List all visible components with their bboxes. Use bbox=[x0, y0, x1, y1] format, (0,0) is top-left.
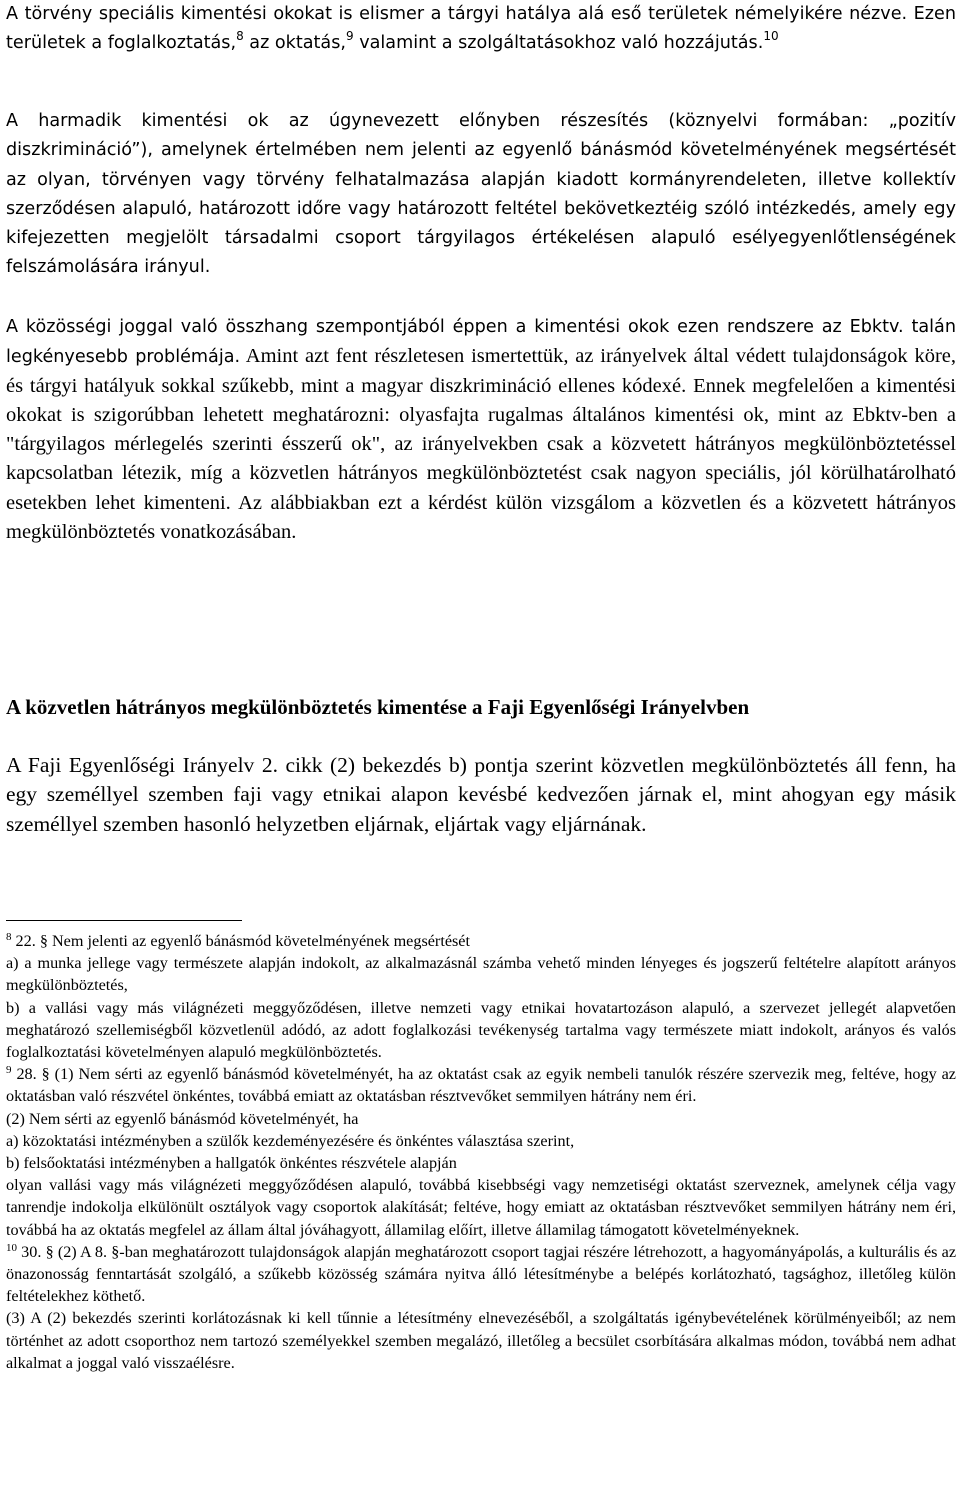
footnote-9-line: olyan vallási vagy más világnézeti meggyőződésen alapuló, továbbá kisebbségi vagy nemzetiségi oktatást szerveznek, amelynek célja vagy tanrendje indokolja elkülönült osztályok vagy csoportok alakítását; feltéve, hogy emiatt az oktatásban résztvevőket semmilyen hátrány nem éri, továbbá ha az oktatás megfelel az állam által jóváhagyott, államilag előírt, illetve államilag támogatott követelményeknek. bbox=[6, 1176, 956, 1239]
footnote-9-line: $^9$ 28. § (1) Nem sérti az egyenlő bánásmód követelményét, ha az oktatást csak az egyik nembeli tanulók részére szervezik meg, feltéve, hogy az oktatásban való részvétel önkéntes, továbbá emiatt az oktatásban résztvevőket semmilyen hátrány nem éri. bbox=[6, 1064, 956, 1106]
footnote-ref-10[interactable]: 10 bbox=[763, 29, 779, 43]
paragraph-eu-law bbox=[6, 312, 956, 547]
paragraph-third-ground: A harmadik kimentési ok az úgynevezett előnyben részesítés (köznyelvi formában: „pozitív diszkrimináció”), amelynek értelmében nem jelenti az egyenlő bánásmód követelményének megsértését az olyan, törvényen vagy törvény felhatalmazása alapján kiadott kormányrendeleten, illetve kollektív szerződésen alapuló, határozott időre vagy határozott feltétel bekövetkeztéig szóló intézkedés, amely egy kifejezetten megjelölt társadalmi csoport tárgyilagos értékelésen alapuló esélyegyenlőtlenségének felszámolására irányul. bbox=[6, 111, 956, 278]
intro-text-3: valamint a szolgáltatásokhoz való hozzájutás. bbox=[353, 33, 764, 53]
footnote-9 bbox=[6, 1063, 956, 1241]
footnote-divider bbox=[6, 920, 242, 921]
footnotes bbox=[6, 930, 956, 1374]
footnote-8-line: $^8$ 22. § Nem jelenti az egyenlő bánásmód követelményének megsértését bbox=[6, 931, 470, 950]
footnote-ref-8[interactable]: 8 bbox=[236, 29, 244, 43]
paragraph-eu-law-sans-part: A közösségi joggal való összhang szempontjából éppen a kimentési okok ezen rendszere az Ebktv. talán legkényesebb problémája. bbox=[6, 317, 956, 368]
footnote-8-line: b) a vallási vagy más világnézeti meggyőződésen, illetve nemzeti vagy etnikai hovatartozáson alapuló, a szervezet jellegét alapvetően meghatározó szellemiségből közvetlenül adódó, az adott foglalkozási tevékenység tartalma vagy természete miatt indokolt, arányos és valós foglalkoztatási követelményen alapuló megkülönböztetés. bbox=[6, 998, 956, 1062]
footnote-8-number: 8 bbox=[6, 931, 12, 943]
footnote-8 bbox=[6, 930, 956, 1063]
footnote-8-line: a) a munka jellege vagy természete alapján indokolt, az alkalmazásnál számba vehető minden lényeges és jogszerű feltételre alapított arányos megkülönböztetés, bbox=[6, 954, 956, 995]
intro-text-2: az oktatás, bbox=[243, 33, 346, 53]
footnote-9-line: b) felsőoktatási intézményben a hallgatók önkéntes részvétele alapján bbox=[6, 1154, 457, 1173]
footnote-9-line: (2) Nem sérti az egyenlő bánásmód követelményét, ha bbox=[6, 1109, 359, 1128]
footnote-10-line: $^{10}$ 30. § (2) A 8. §-ban meghatározott tulajdonságok alapján meghatározott csoport tagjai részére létrehozott, a hagyományápolás, a kulturális és az önazonosság fenntartását szolgáló, a szűkebb közösség számára nyitva álló létesítménybe a belépés korlátozható, tagsághoz, illetőleg külön feltételekhez köthető. bbox=[6, 1241, 957, 1306]
footnote-ref-9[interactable]: 9 bbox=[345, 29, 354, 43]
intro-paragraph bbox=[6, 0, 956, 58]
intro-text-1: A törvény speciális kimentési okokat is elismer a tárgyi hatálya alá eső területek némelyikére nézve. Ezen területek a foglalkoztatás, bbox=[6, 4, 956, 53]
footnote-9-number: 9 bbox=[6, 1064, 12, 1077]
section-heading: A közvetlen hátrányos megkülönböztetés kimentése a Faji Egyenlőségi Irányelvben bbox=[6, 695, 750, 719]
footnote-9-line: a) közoktatási intézményben a szülők kezdeményezésére és önkéntes választása szerint, bbox=[6, 1131, 575, 1150]
paragraph-directive: A Faji Egyenlőségi Irányelv 2. cikk (2) bekezdés b) pontja szerint közvetlen megkülönböztetés áll fenn, ha egy személlyel szemben faji vagy etnikai alapon kevésbé kedvezően járnak el, mint ahogyan egy másik személlyel szemben hasonló helyzetben eljárnak, eljártak vagy eljárnának. bbox=[6, 753, 956, 836]
footnote-10-line: (3) A (2) bekezdés szerinti korlátozásnak ki kell tűnnie a létesítmény elnevezéséből, a szolgáltatás igénybevételének körülményeiből; az nem történhet az adott csoporthoz nem tartozó személyekkel szemben megalázó, illetőleg a becsület csorbítására alkalmas módon, továbbá nem adhat alkalmat a joggal való visszaélésre. bbox=[6, 1309, 956, 1372]
footnote-10 bbox=[6, 1241, 956, 1374]
paragraph-eu-law-serif-part: Amint azt fent részletesen ismertettük, az irányelvek által védett tulajdonságok köre, és tárgyi hatályuk sokkal szűkebb, mint a magyar diszkrimináció ellenes kódexé. Ennek megfelelően a kimentési okokat is szigorúbban lehetett meghatározni: olyasfajta rugalmas általános kimentési ok, mint az Ebktv-ben a "tárgyilagos mérlegelés szerinti ésszerű ok", az irányelvekben csak a közvetett hátrányos megkülönböztetéssel kapcsolatban létezik, míg a közvetlen hátrányos megkülönböztetést csak nagyon speciális, jól körülhatárolható esetekben lehet kimenteni. Az alábbiakban ezt a kérdést külön vizsgálom a közvetlen és a közvetett hátrányos megkülönböztetés vonatkozásában. bbox=[6, 345, 956, 543]
footnote-10-number: 10 bbox=[6, 1241, 17, 1254]
